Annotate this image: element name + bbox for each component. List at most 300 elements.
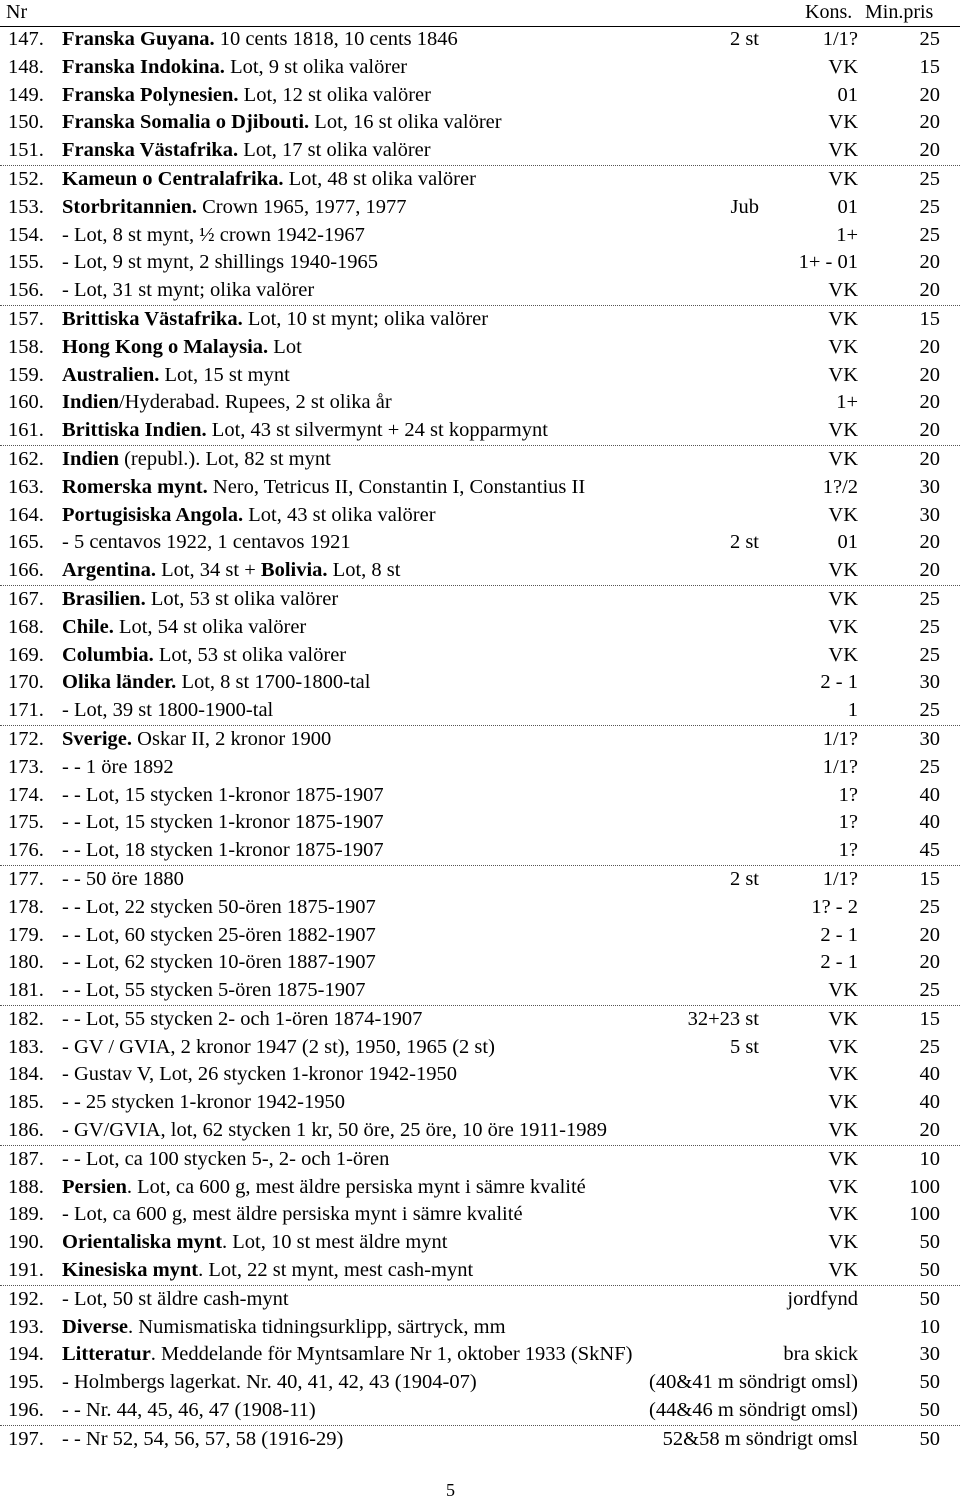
lot-condition: 2 - 1 [820, 923, 858, 946]
lot-text: Lot, 8 st 1700-1800-tal [176, 671, 371, 694]
lot-row [0, 1061, 960, 1089]
lot-condition: VK [828, 615, 858, 638]
lot-text: Lot, 15 st mynt [159, 363, 290, 386]
lot-country: Australien. [62, 363, 160, 386]
lot-min-price: 15 [919, 307, 940, 330]
lot-min-price: 50 [919, 1399, 940, 1422]
lot-condition: VK [828, 1063, 858, 1086]
lot-number: 179. [8, 923, 44, 946]
header-min-pris: Min.pris [865, 1, 934, 23]
lot-text: . Meddelande för Myntsamlare Nr 1, oktober 1933 (SkNF) [150, 1343, 633, 1366]
lot-quantity: 2 st [729, 28, 759, 50]
lot-row [0, 586, 960, 614]
lot-description [62, 1201, 523, 1229]
lot-condition: VK [828, 643, 858, 666]
lot-condition: VK [828, 559, 858, 582]
lot-description [62, 1089, 345, 1117]
lot-condition: VK [828, 1231, 858, 1254]
lot-text: Lot, 48 st olika valörer [283, 167, 476, 190]
lot-min-price: 50 [919, 1259, 940, 1282]
lot-min-price: 20 [919, 83, 940, 106]
lot-condition: 1/1? [822, 755, 858, 778]
lot-number: 193. [8, 1315, 44, 1338]
lot-description [62, 306, 488, 334]
lot-condition: 1? [838, 783, 858, 806]
lot-condition: jordfynd [787, 1287, 858, 1310]
lot-description [62, 1397, 316, 1425]
lot-text: - Lot, 31 st mynt; olika valörer [62, 279, 315, 302]
lot-min-price: 20 [919, 279, 940, 302]
lot-row [0, 557, 960, 586]
lot-condition: 1?/2 [822, 475, 858, 498]
lot-description [62, 614, 306, 642]
lot-description [62, 726, 331, 754]
lot-country: Kinesiska mynt [62, 1259, 199, 1282]
lot-description [62, 249, 378, 277]
lot-min-price: 20 [919, 951, 940, 974]
lot-text: Lot, 8 st [327, 559, 401, 582]
lot-description [62, 1174, 586, 1202]
lot-number: 170. [8, 671, 44, 694]
lot-number: 174. [8, 783, 44, 806]
lot-text: - - Nr. 44, 45, 46, 47 (1908-11) [62, 1399, 316, 1422]
lot-number: 191. [8, 1259, 44, 1282]
lot-text: - GV/GVIA, lot, 62 stycken 1 kr, 50 öre, 25 öre, 10 öre 1911-1989 [62, 1119, 607, 1142]
lot-row [0, 642, 960, 670]
lot-condition: 2 - 1 [820, 671, 858, 694]
lot-row [0, 389, 960, 417]
lot-country: Sverige. [62, 727, 133, 750]
lot-condition: VK [828, 1091, 858, 1114]
lot-text: Lot, 54 st olika valörer [113, 615, 307, 638]
lot-number: 158. [8, 335, 44, 358]
lot-min-price: 25 [919, 587, 940, 610]
lot-number: 156. [8, 279, 44, 302]
lot-row [0, 529, 960, 557]
lot-row [0, 417, 960, 446]
lot-description [62, 977, 365, 1005]
lot-min-price: 100 [909, 1175, 940, 1198]
lot-country: Persien [62, 1175, 127, 1198]
lot-number: 162. [8, 447, 44, 470]
lot-number: 154. [8, 223, 44, 246]
lot-row [0, 1089, 960, 1117]
lot-text: Lot, 9 st olika valörer [224, 55, 408, 78]
lot-condition: 01 [837, 83, 858, 106]
lot-number: 155. [8, 251, 44, 274]
lot-text: - - Lot, ca 100 stycken 5-, 2- och 1-ören [62, 1147, 390, 1170]
lot-country: Indien [62, 447, 119, 470]
lot-row [0, 306, 960, 334]
lot-text: Lot, 53 st olika valörer [153, 643, 347, 666]
lot-min-price: 20 [919, 923, 940, 946]
lot-description [62, 446, 331, 474]
lot-row [0, 1314, 960, 1342]
lot-text: (republ.). Lot, 82 st mynt [118, 447, 331, 470]
lot-country: Brittiska Indien. [62, 419, 207, 442]
lot-text: 10 cents 1818, 10 cents 1846 [214, 28, 458, 50]
lot-description [62, 389, 392, 417]
lot-row [0, 1369, 960, 1397]
lot-min-price: 20 [919, 363, 940, 386]
lot-condition: VK [828, 111, 858, 134]
lot-description [62, 109, 502, 137]
lot-text: - - Lot, 55 stycken 2- och 1-ören 1874-1907 [62, 1007, 423, 1030]
lot-description [62, 866, 184, 894]
lot-min-price: 40 [919, 1091, 940, 1114]
lot-row [0, 837, 960, 866]
lot-number: 147. [8, 28, 44, 50]
lot-min-price: 50 [919, 1287, 940, 1310]
lot-country: Diverse [62, 1315, 129, 1338]
lot-country: Portugisiska Angola. [62, 503, 244, 526]
lot-quantity: 32+23 st [687, 1007, 759, 1030]
lot-description [62, 166, 476, 194]
lot-number: 185. [8, 1091, 44, 1114]
lot-condition: 52&58 m söndrigt omsl [662, 1427, 858, 1450]
lot-number: 180. [8, 951, 44, 974]
lot-min-price: 25 [919, 223, 940, 246]
lot-country: Franska Indokina. [62, 55, 225, 78]
lot-text: Lot, 12 st olika valörer [238, 83, 431, 106]
lot-min-price: 25 [919, 167, 940, 190]
lot-description [62, 1369, 477, 1397]
lot-row [0, 137, 960, 166]
lot-condition: (44&46 m söndrigt omsl) [649, 1399, 858, 1422]
lot-description [62, 502, 436, 530]
lot-text: Lot, 10 st mynt; olika valörer [242, 307, 489, 330]
lot-text: . Lot, 10 st mest äldre mynt [222, 1231, 448, 1254]
lot-condition: 1 [847, 699, 858, 722]
lot-min-price: 20 [919, 447, 940, 470]
lot-condition: VK [828, 363, 858, 386]
lot-description [62, 277, 314, 305]
lot-condition: VK [828, 55, 858, 78]
lot-row [0, 1257, 960, 1286]
lot-row [0, 474, 960, 502]
lot-row [0, 726, 960, 754]
lot-description [62, 669, 370, 697]
lot-description [62, 782, 384, 810]
lot-number: 178. [8, 895, 44, 918]
lot-condition: (40&41 m söndrigt omsl) [649, 1371, 858, 1394]
lot-country: Franska Polynesien. [62, 83, 239, 106]
lot-number: 186. [8, 1119, 44, 1142]
lot-description [62, 194, 407, 222]
lot-row [0, 1397, 960, 1426]
lot-min-price: 25 [919, 28, 940, 50]
lot-min-price: 40 [919, 1063, 940, 1086]
lot-min-price: 20 [919, 139, 940, 162]
lot-number: 197. [8, 1427, 44, 1450]
lot-number: 187. [8, 1147, 44, 1170]
lot-description [62, 222, 365, 250]
lot-min-price: 30 [919, 671, 940, 694]
lot-min-price: 25 [919, 895, 940, 918]
lot-min-price: 10 [919, 1147, 940, 1170]
lot-description [62, 809, 384, 837]
lot-number: 195. [8, 1371, 44, 1394]
lot-text: Lot, 43 st silvermynt + 24 st kopparmynt [206, 419, 548, 442]
lot-text: - - Lot, 15 stycken 1-kronor 1875-1907 [62, 783, 384, 806]
lot-description [62, 474, 585, 502]
lot-description [62, 26, 458, 54]
lot-description [62, 837, 384, 865]
lot-text: Lot, 16 st olika valörer [309, 111, 502, 134]
lot-number: 159. [8, 363, 44, 386]
lot-row [0, 922, 960, 950]
lot-description [62, 1117, 607, 1145]
lot-condition: 1/1? [822, 867, 858, 890]
lot-condition: VK [828, 503, 858, 526]
lot-description [62, 1341, 632, 1369]
lot-row [0, 754, 960, 782]
lot-row [0, 697, 960, 726]
lot-condition: VK [828, 1119, 858, 1142]
lot-number: 182. [8, 1007, 44, 1030]
lot-number: 166. [8, 559, 44, 582]
lot-text: - Holmbergs lagerkat. Nr. 40, 41, 42, 43 (1904-07) [62, 1371, 477, 1394]
lot-text: - - Lot, 18 stycken 1-kronor 1875-1907 [62, 839, 384, 862]
lot-number: 151. [8, 139, 44, 162]
lot-country: Brittiska Västafrika. [62, 307, 243, 330]
lot-text: - - 25 stycken 1-kronor 1942-1950 [62, 1091, 345, 1114]
lot-row [0, 54, 960, 82]
lot-min-price: 100 [909, 1203, 940, 1226]
header-kons: Kons. [805, 1, 853, 23]
lot-description [62, 137, 431, 165]
lot-min-price: 30 [919, 475, 940, 498]
lot-number: 148. [8, 55, 44, 78]
lot-row [0, 614, 960, 642]
lot-number: 150. [8, 111, 44, 134]
lot-description [62, 1146, 389, 1174]
lot-country: Franska Guyana. [62, 28, 215, 50]
lot-quantity: 2 st [729, 531, 759, 554]
lot-min-price: 20 [919, 419, 940, 442]
lot-row [0, 1341, 960, 1369]
lot-number: 157. [8, 307, 44, 330]
lot-number: 168. [8, 615, 44, 638]
lot-min-price: 20 [919, 251, 940, 274]
lot-text: - Gustav V, Lot, 26 stycken 1-kronor 1942-1950 [62, 1063, 457, 1086]
lot-min-price: 40 [919, 783, 940, 806]
lot-text: - - Nr 52, 54, 56, 57, 58 (1916-29) [62, 1427, 344, 1450]
lot-country: Columbia. [62, 643, 154, 666]
lot-row [0, 894, 960, 922]
lot-condition: VK [828, 279, 858, 302]
lot-text: Lot, 17 st olika valörer [238, 139, 431, 162]
lot-description [62, 82, 431, 110]
lot-row [0, 782, 960, 810]
lot-text: Lot [268, 335, 302, 358]
lot-description [62, 1286, 289, 1314]
lot-condition: 01 [837, 195, 858, 218]
lot-country: Storbritannien. [62, 195, 197, 218]
lot-country: Olika länder. [62, 671, 177, 694]
lot-text: . Lot, 22 st mynt, mest cash-mynt [198, 1259, 474, 1282]
lot-min-price: 30 [919, 1343, 940, 1366]
lot-description [62, 697, 273, 725]
lot-condition: VK [828, 979, 858, 1002]
lot-condition: VK [828, 139, 858, 162]
lot-row [0, 949, 960, 977]
lot-condition: VK [828, 447, 858, 470]
lot-min-price: 25 [919, 615, 940, 638]
lot-country: Romerska mynt. [62, 475, 208, 498]
lot-number: 172. [8, 727, 44, 750]
lot-row [0, 277, 960, 306]
lot-row [0, 334, 960, 362]
lot-min-price: 25 [919, 755, 940, 778]
lot-description [62, 922, 376, 950]
lot-list [0, 26, 960, 1454]
lot-country: Franska Somalia o Djibouti. [62, 111, 310, 134]
lot-row [0, 222, 960, 250]
lot-row [0, 977, 960, 1006]
lot-description [62, 334, 302, 362]
lot-text: - Lot, ca 600 g, mest äldre persiska mynt i sämre kvalité [62, 1203, 523, 1226]
lot-number: 190. [8, 1231, 44, 1254]
lot-description [62, 1314, 506, 1342]
lot-text: - - Lot, 22 stycken 50-ören 1875-1907 [62, 895, 376, 918]
lot-condition: VK [828, 1007, 858, 1030]
lot-condition: 1/1? [822, 28, 858, 50]
lot-text: - - Lot, 62 stycken 10-ören 1887-1907 [62, 951, 376, 974]
lot-min-price: 30 [919, 503, 940, 526]
lot-min-price: 20 [919, 391, 940, 414]
lot-text: Oskar II, 2 kronor 1900 [132, 727, 332, 750]
lot-text: - - Lot, 55 stycken 5-ören 1875-1907 [62, 979, 366, 1002]
lot-min-price: 10 [919, 1315, 940, 1338]
lot-text: - - 1 öre 1892 [62, 755, 174, 778]
lot-condition: VK [828, 1035, 858, 1058]
lot-condition: 1+ [836, 391, 858, 414]
lot-row [0, 82, 960, 110]
lot-number: 171. [8, 699, 44, 722]
header-nr: Nr [6, 1, 28, 23]
lot-row [0, 1117, 960, 1146]
lot-condition: 1+ [836, 223, 858, 246]
lot-condition: VK [828, 335, 858, 358]
lot-condition: 01 [837, 531, 858, 554]
lot-text: Lot, 34 st + [155, 559, 261, 582]
lot-description [62, 362, 290, 390]
lot-description [62, 529, 351, 557]
lot-text: Lot, 43 st olika valörer [243, 503, 436, 526]
lot-min-price: 50 [919, 1427, 940, 1450]
lot-country: Litteratur [62, 1343, 151, 1366]
lot-condition: 1? - 2 [811, 895, 858, 918]
lot-condition: VK [828, 1259, 858, 1282]
lot-country: Indien [62, 391, 119, 414]
lot-min-price: 45 [919, 839, 940, 862]
lot-text: - GV / GVIA, 2 kronor 1947 (2 st), 1950, 1965 (2 st) [62, 1035, 495, 1058]
lot-row [0, 362, 960, 390]
lot-number: 165. [8, 531, 44, 554]
lot-row [0, 1146, 960, 1174]
lot-number: 161. [8, 419, 44, 442]
lot-number: 176. [8, 839, 44, 862]
lot-number: 184. [8, 1063, 44, 1086]
lot-row [0, 1006, 960, 1034]
lot-country: Kameun o Centralafrika. [62, 167, 284, 190]
lot-number: 194. [8, 1343, 44, 1366]
lot-description [62, 1061, 457, 1089]
lot-description [62, 557, 400, 585]
lot-condition: VK [828, 167, 858, 190]
lot-text: - - Lot, 15 stycken 1-kronor 1875-1907 [62, 811, 384, 834]
lot-min-price: 15 [919, 55, 940, 78]
lot-number: 192. [8, 1287, 44, 1310]
lot-country: Bolivia. [260, 559, 328, 582]
lot-row [0, 26, 960, 54]
lot-quantity: Jub [730, 195, 759, 218]
lot-min-price: 15 [919, 867, 940, 890]
lot-condition: VK [828, 1175, 858, 1198]
lot-description [62, 949, 376, 977]
lot-condition: 1+ - 01 [798, 251, 858, 274]
lot-quantity: 2 st [729, 867, 759, 890]
lot-text: - 5 centavos 1922, 1 centavos 1921 [62, 531, 351, 554]
lot-text: Lot, 53 st olika valörer [145, 587, 339, 610]
lot-number: 149. [8, 83, 44, 106]
lot-row [0, 446, 960, 474]
lot-number: 153. [8, 195, 44, 218]
lot-row [0, 1426, 960, 1454]
lot-description [62, 54, 407, 82]
lot-row [0, 1229, 960, 1257]
lot-text: - - 50 öre 1880 [62, 867, 184, 890]
lot-min-price: 40 [919, 811, 940, 834]
lot-country: Chile. [62, 615, 114, 638]
lot-number: 160. [8, 391, 44, 414]
lot-description [62, 586, 338, 614]
lot-country: Brasilien. [62, 587, 146, 610]
lot-min-price: 15 [919, 1007, 940, 1030]
column-header [0, 0, 960, 27]
lot-description [62, 754, 174, 782]
lot-min-price: 50 [919, 1371, 940, 1394]
lot-description [62, 1006, 422, 1034]
lot-text: - Lot, 8 st mynt, ½ crown 1942-1967 [62, 223, 365, 246]
lot-row [0, 109, 960, 137]
lot-number: 177. [8, 867, 44, 890]
lot-condition: VK [828, 587, 858, 610]
lot-description [62, 894, 376, 922]
lot-description [62, 1034, 495, 1062]
lot-min-price: 20 [919, 1119, 940, 1142]
lot-condition: VK [828, 1203, 858, 1226]
lot-number: 183. [8, 1035, 44, 1058]
lot-condition: 1? [838, 839, 858, 862]
lot-text: Nero, Tetricus II, Constantin I, Constantius II [207, 475, 586, 498]
lot-number: 189. [8, 1203, 44, 1226]
lot-min-price: 25 [919, 979, 940, 1002]
lot-text: - Lot, 39 st 1800-1900-tal [62, 699, 274, 722]
lot-condition: VK [828, 1147, 858, 1170]
lot-text: Crown 1965, 1977, 1977 [196, 195, 407, 218]
lot-number: 167. [8, 587, 44, 610]
lot-text: . Lot, ca 600 g, mest äldre persiska mynt i sämre kvalité [126, 1175, 586, 1198]
page-number: 5 [446, 1480, 455, 1500]
lot-text: - Lot, 9 st mynt, 2 shillings 1940-1965 [62, 251, 379, 274]
lot-number: 164. [8, 503, 44, 526]
lot-min-price: 20 [919, 111, 940, 134]
lot-country: Orientaliska mynt [62, 1231, 223, 1254]
lot-description [62, 1426, 343, 1454]
lot-condition: bra skick [783, 1343, 858, 1366]
